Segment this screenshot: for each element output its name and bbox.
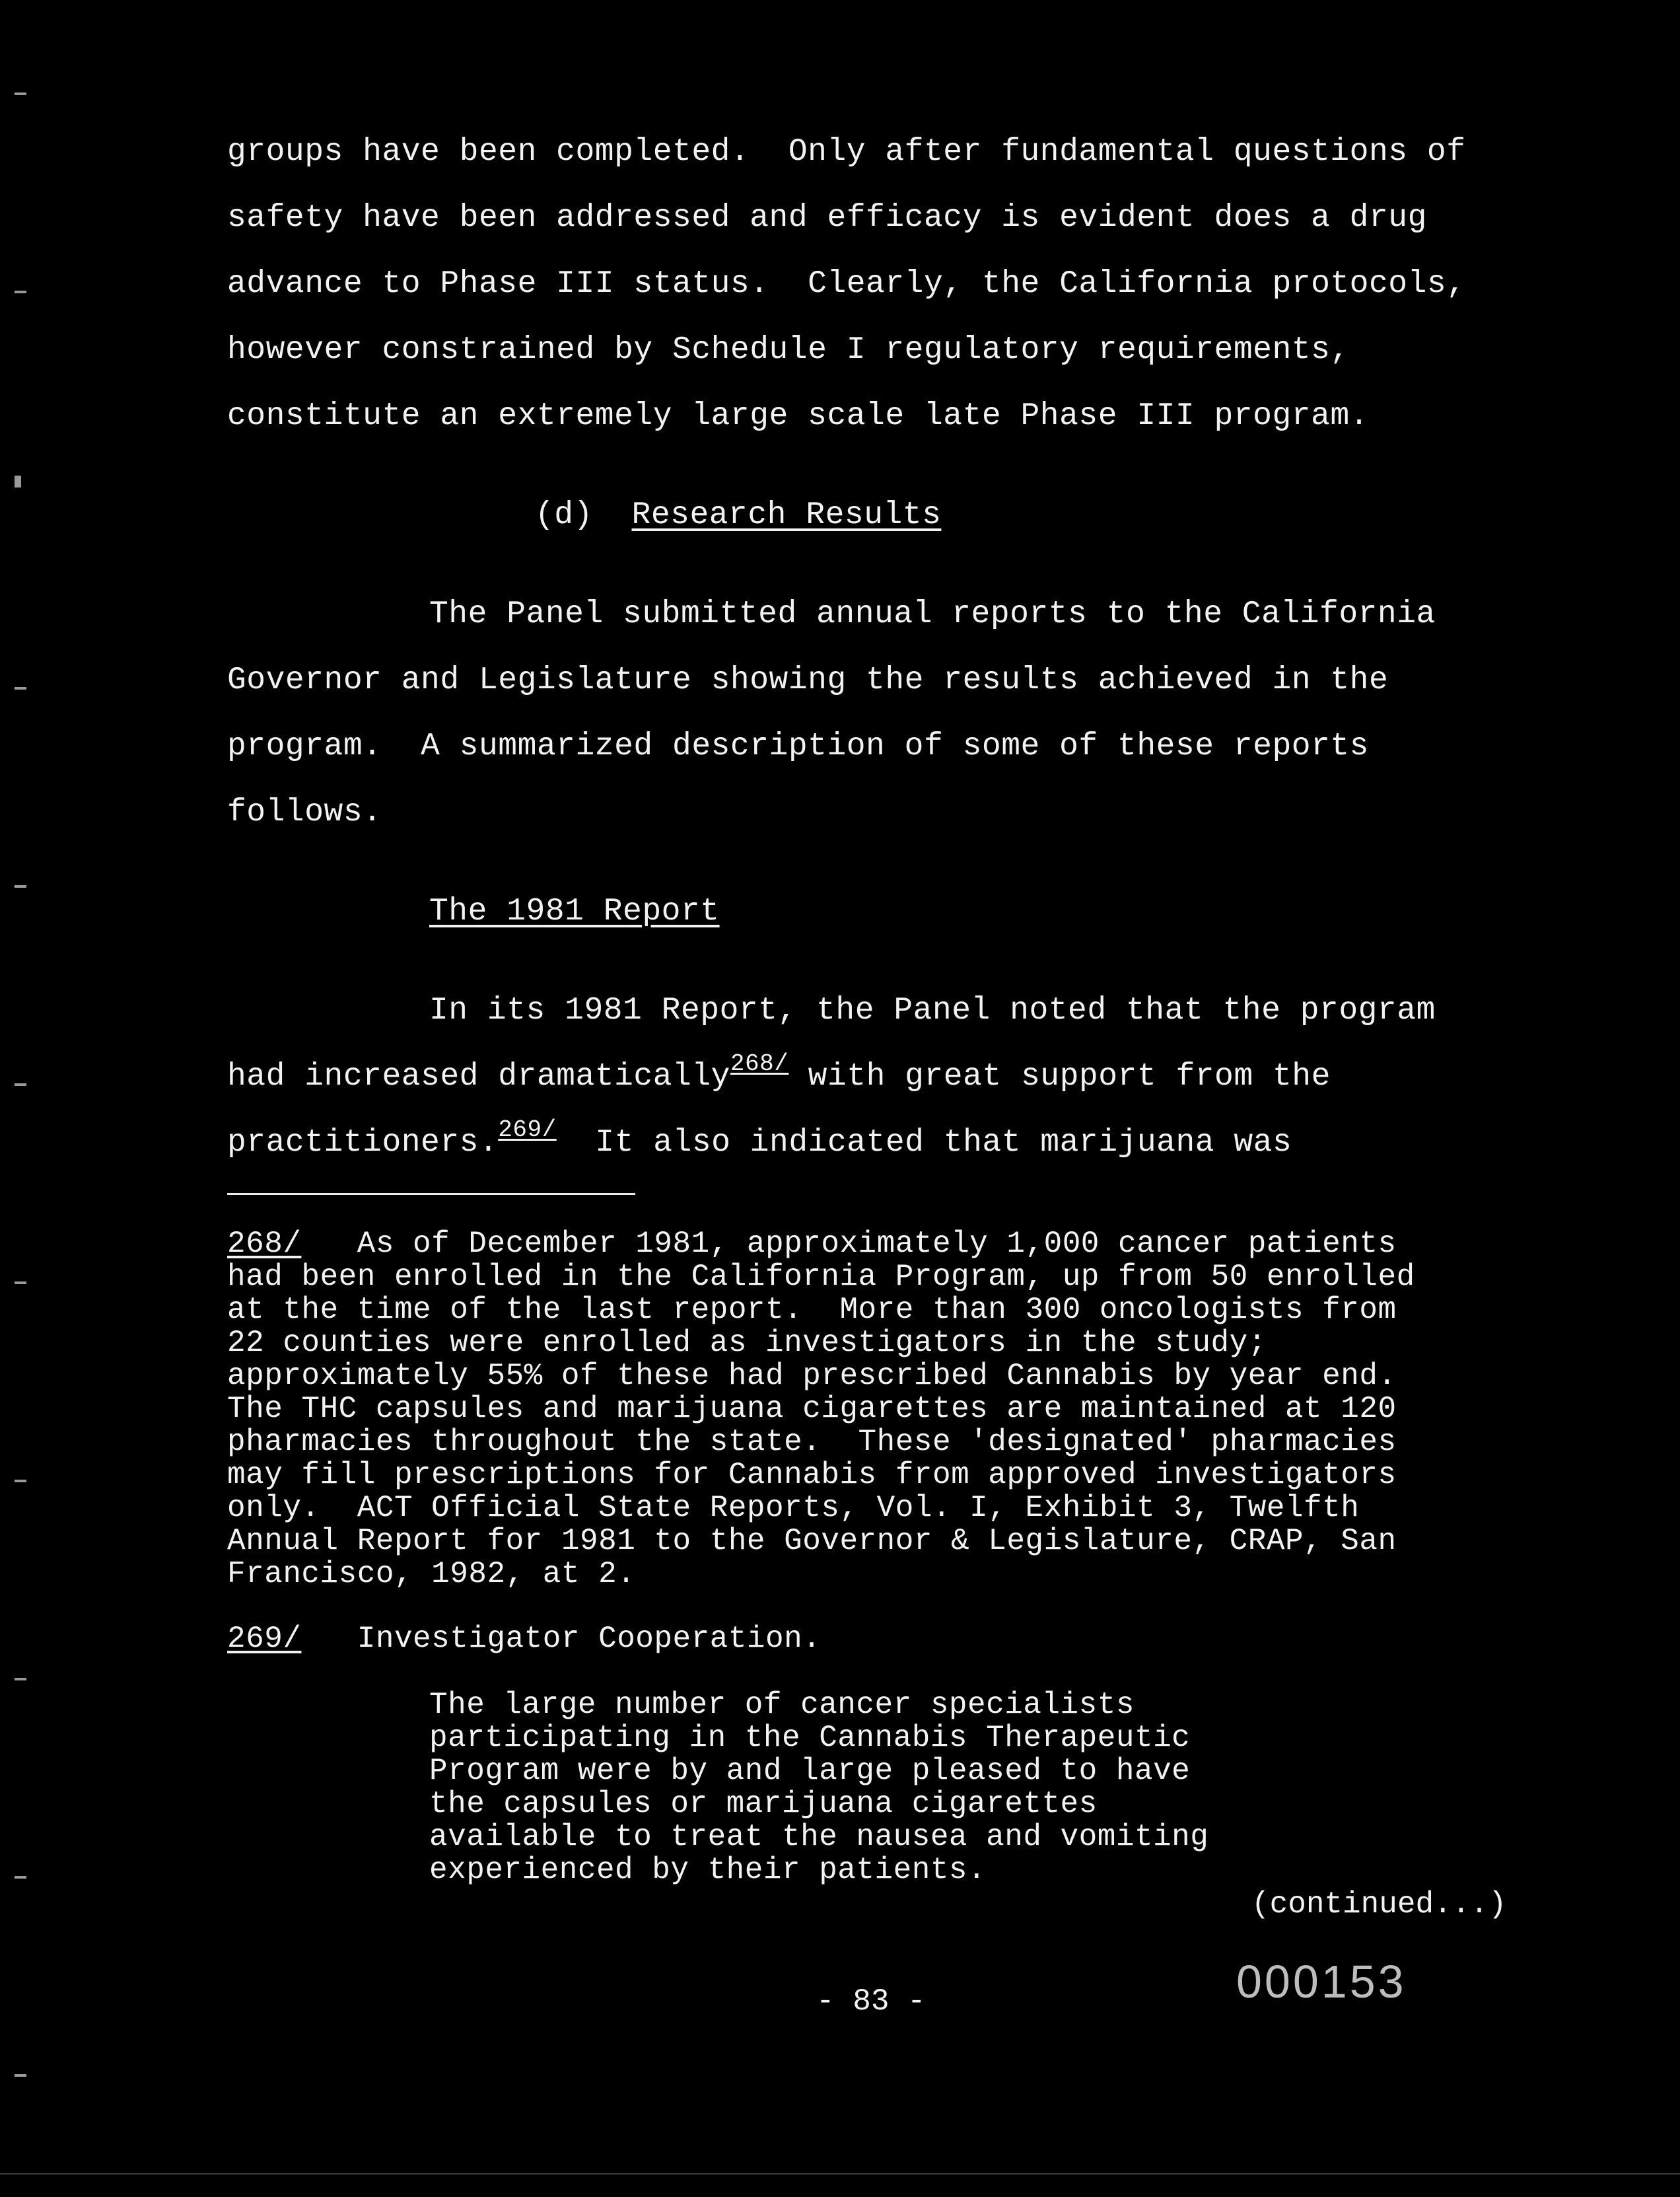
scan-speck	[15, 1083, 26, 1086]
footnote-268-first-line	[227, 1227, 1397, 1260]
page-number: - 83 -	[816, 1984, 926, 2019]
footnote-quote-line: Program were by and large pleased to have	[429, 1754, 1191, 1788]
footnote-line: at the time of the last report. More than 300 oncologists from	[227, 1293, 1397, 1327]
footnote-ref-268: 268/	[730, 1050, 789, 1077]
body-text: with great support from the	[788, 1059, 1331, 1095]
body-line: advance to Phase III status. Clearly, the California protocols,	[227, 266, 1466, 302]
footnote-line: may fill prescriptions for Cannabis from approved investigators	[227, 1458, 1397, 1492]
body-line-with-footnote-ref	[227, 1050, 1331, 1097]
footnote-quote-line: participating in the Cannabis Therapeutic	[429, 1721, 1191, 1755]
scan-speck	[15, 476, 21, 487]
scan-speck	[15, 1876, 26, 1879]
footnote-text: As of December 1981, approximately 1,000 cancer patients	[301, 1227, 1397, 1261]
body-line: safety have been addressed and efficacy is evident does a drug	[227, 200, 1427, 236]
footnote-quote-line: the capsules or marijuana cigarettes	[429, 1787, 1098, 1821]
subheading-1981-report: The 1981 Report	[429, 894, 720, 929]
body-text: practitioners.	[227, 1125, 499, 1161]
footnote-separator	[227, 1193, 635, 1195]
scan-speck	[15, 291, 26, 293]
footnote-line: 22 counties were enrolled as investigators in the study;	[227, 1326, 1267, 1360]
body-line: The Panel submitted annual reports to the California	[429, 596, 1436, 632]
body-line-with-footnote-ref	[227, 1116, 1292, 1163]
body-line: groups have been completed. Only after fundamental questions of	[227, 134, 1466, 170]
scan-bottom-edge	[0, 2173, 1680, 2175]
section-heading-research-results	[535, 495, 941, 535]
continued-note: (continued...)	[1251, 1887, 1507, 1922]
scan-speck	[15, 92, 26, 95]
footnote-mark-268: 268/	[227, 1227, 302, 1261]
bates-number: 000153	[1236, 1956, 1407, 2007]
scan-speck	[15, 885, 26, 888]
body-line: program. A summarized description of some of these reports	[227, 729, 1369, 764]
footnote-quote-line: available to treat the nausea and vomiting	[429, 1820, 1209, 1854]
body-line: however constrained by Schedule I regulatory requirements,	[227, 332, 1350, 368]
footnote-line: only. ACT Official State Reports, Vol. I, Exhibit 3, Twelfth	[227, 1491, 1360, 1525]
section-title: Research Results	[631, 497, 942, 533]
body-text: had increased dramatically	[227, 1059, 730, 1095]
section-label: (d)	[535, 497, 593, 533]
footnote-text: Investigator Cooperation.	[301, 1622, 822, 1656]
body-line: Governor and Legislature showing the results achieved in the	[227, 663, 1389, 698]
scan-speck	[15, 1480, 26, 1482]
scan-speck	[15, 687, 26, 690]
scan-speck	[15, 1678, 26, 1680]
footnote-line: had been enrolled in the California Program, up from 50 enrolled	[227, 1260, 1415, 1294]
scan-speck	[15, 1281, 26, 1284]
footnote-269-heading	[227, 1622, 821, 1655]
footnote-line: Francisco, 1982, at 2.	[227, 1557, 636, 1591]
body-line: follows.	[227, 795, 382, 830]
footnote-line: pharmacies throughout the state. These 'designated' pharmacies	[227, 1425, 1397, 1459]
body-text: It also indicated that marijuana was	[556, 1125, 1292, 1161]
footnote-line: Annual Report for 1981 to the Governor & Legislature, CRAP, San	[227, 1524, 1397, 1558]
body-line: constitute an extremely large scale late Phase III program.	[227, 398, 1369, 434]
scan-speck	[15, 2074, 26, 2077]
body-line: In its 1981 Report, the Panel noted that the program	[429, 993, 1436, 1028]
footnote-line: approximately 55% of these had prescribed Cannabis by year end.	[227, 1359, 1397, 1393]
footnote-mark-269: 269/	[227, 1622, 302, 1656]
footnote-quote-line: experienced by their patients.	[429, 1853, 987, 1887]
footnote-ref-269: 269/	[498, 1116, 557, 1143]
footnote-line: The THC capsules and marijuana cigarettes are maintained at 120	[227, 1392, 1397, 1426]
footnote-quote-line: The large number of cancer specialists	[429, 1688, 1135, 1722]
